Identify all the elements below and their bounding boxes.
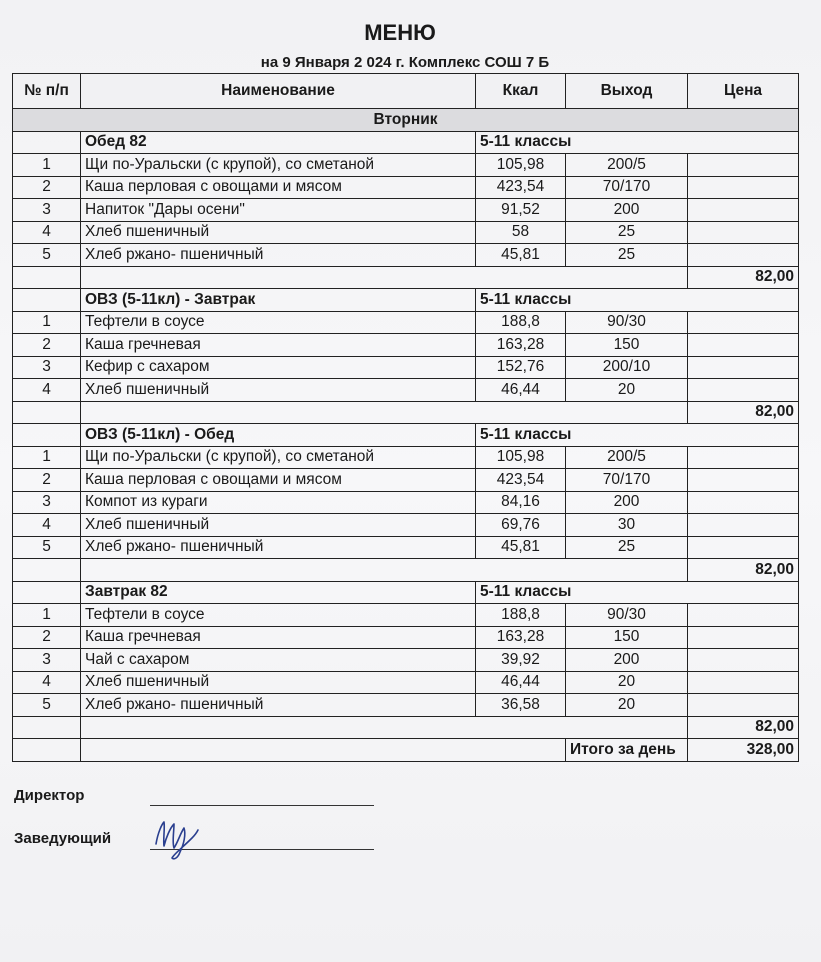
table-row bbox=[13, 514, 799, 537]
section-header-row bbox=[13, 289, 799, 312]
section-number-cell bbox=[13, 289, 81, 312]
day-label: Вторник bbox=[13, 109, 799, 132]
item-kcal: 36,58 bbox=[476, 694, 566, 717]
item-output: 30 bbox=[566, 514, 688, 537]
table-row bbox=[13, 379, 799, 402]
item-price bbox=[688, 469, 799, 492]
item-name: Хлеб пшеничный bbox=[81, 379, 476, 402]
manager-label: Заведующий bbox=[14, 830, 112, 847]
section-price-row bbox=[13, 266, 799, 289]
table-row bbox=[13, 311, 799, 334]
item-output: 200/10 bbox=[566, 356, 688, 379]
item-price bbox=[688, 649, 799, 672]
item-name: Хлеб пшеничный bbox=[81, 514, 476, 537]
item-price bbox=[688, 379, 799, 402]
item-name: Щи по-Уральски (с крупой), со сметаной bbox=[81, 446, 476, 469]
item-name: Чай с сахаром bbox=[81, 649, 476, 672]
item-price bbox=[688, 334, 799, 357]
section-title: Обед 82 bbox=[81, 131, 476, 154]
section-header-row bbox=[13, 581, 799, 604]
table-row bbox=[13, 356, 799, 379]
price-row-blank bbox=[81, 559, 688, 582]
item-kcal: 45,81 bbox=[476, 244, 566, 267]
menu-body bbox=[13, 109, 799, 762]
price-row-blank bbox=[13, 559, 81, 582]
item-output: 200 bbox=[566, 491, 688, 514]
item-number: 3 bbox=[13, 649, 81, 672]
menu-table bbox=[12, 73, 799, 762]
item-name: Каша гречневая bbox=[81, 334, 476, 357]
item-kcal: 58 bbox=[476, 221, 566, 244]
item-name: Хлеб ржано- пшеничный bbox=[81, 244, 476, 267]
table-row bbox=[13, 334, 799, 357]
item-number: 1 bbox=[13, 154, 81, 177]
table-row bbox=[13, 491, 799, 514]
item-name: Компот из кураги bbox=[81, 491, 476, 514]
handwritten-signature bbox=[150, 814, 210, 864]
price-row-blank bbox=[13, 716, 81, 739]
item-name: Хлеб пшеничный bbox=[81, 221, 476, 244]
daily-total-row bbox=[13, 739, 799, 762]
price-row-blank bbox=[81, 266, 688, 289]
section-title: ОВЗ (5-11кл) - Завтрак bbox=[81, 289, 476, 312]
table-row bbox=[13, 446, 799, 469]
item-price bbox=[688, 694, 799, 717]
item-output: 200/5 bbox=[566, 154, 688, 177]
item-number: 4 bbox=[13, 379, 81, 402]
item-kcal: 46,44 bbox=[476, 671, 566, 694]
item-price bbox=[688, 626, 799, 649]
section-title: ОВЗ (5-11кл) - Обед bbox=[81, 424, 476, 447]
item-name: Хлеб ржано- пшеничный bbox=[81, 694, 476, 717]
item-output: 70/170 bbox=[566, 176, 688, 199]
item-price bbox=[688, 244, 799, 267]
item-kcal: 39,92 bbox=[476, 649, 566, 672]
col-name-header: Наименование bbox=[81, 74, 476, 109]
section-header-row bbox=[13, 424, 799, 447]
section-header-row bbox=[13, 131, 799, 154]
item-price bbox=[688, 154, 799, 177]
item-name: Каша перловая с овощами и мясом bbox=[81, 469, 476, 492]
section-group: 5-11 классы bbox=[476, 581, 799, 604]
section-price: 82,00 bbox=[688, 401, 799, 424]
director-label: Директор bbox=[14, 787, 85, 804]
item-price bbox=[688, 536, 799, 559]
item-name: Напиток "Дары осени" bbox=[81, 199, 476, 222]
price-row-blank bbox=[81, 716, 688, 739]
item-output: 20 bbox=[566, 671, 688, 694]
item-number: 4 bbox=[13, 671, 81, 694]
item-price bbox=[688, 491, 799, 514]
item-kcal: 188,8 bbox=[476, 604, 566, 627]
item-number: 4 bbox=[13, 221, 81, 244]
table-row bbox=[13, 604, 799, 627]
table-row bbox=[13, 176, 799, 199]
item-output: 25 bbox=[566, 221, 688, 244]
section-price: 82,00 bbox=[688, 716, 799, 739]
section-number-cell bbox=[13, 131, 81, 154]
item-kcal: 46,44 bbox=[476, 379, 566, 402]
item-price bbox=[688, 311, 799, 334]
item-output: 200 bbox=[566, 199, 688, 222]
item-name: Тефтели в соусе bbox=[81, 311, 476, 334]
section-price-row bbox=[13, 716, 799, 739]
item-output: 20 bbox=[566, 379, 688, 402]
item-kcal: 105,98 bbox=[476, 154, 566, 177]
table-row bbox=[13, 199, 799, 222]
table-row bbox=[13, 154, 799, 177]
item-price bbox=[688, 199, 799, 222]
item-name: Хлеб ржано- пшеничный bbox=[81, 536, 476, 559]
item-kcal: 423,54 bbox=[476, 469, 566, 492]
item-output: 25 bbox=[566, 244, 688, 267]
director-signature-line bbox=[150, 805, 374, 806]
item-price bbox=[688, 514, 799, 537]
table-row bbox=[13, 536, 799, 559]
item-number: 5 bbox=[13, 536, 81, 559]
item-price bbox=[688, 604, 799, 627]
item-name: Каша гречневая bbox=[81, 626, 476, 649]
section-group: 5-11 классы bbox=[476, 424, 799, 447]
item-price bbox=[688, 446, 799, 469]
item-number: 5 bbox=[13, 694, 81, 717]
item-number: 3 bbox=[13, 199, 81, 222]
section-title: Завтрак 82 bbox=[81, 581, 476, 604]
item-name: Каша перловая с овощами и мясом bbox=[81, 176, 476, 199]
item-name: Хлеб пшеничный bbox=[81, 671, 476, 694]
item-number: 1 bbox=[13, 604, 81, 627]
item-number: 2 bbox=[13, 469, 81, 492]
day-row bbox=[13, 109, 799, 132]
table-row bbox=[13, 244, 799, 267]
table-header-row bbox=[13, 74, 799, 109]
item-kcal: 84,16 bbox=[476, 491, 566, 514]
col-price-header: Цена bbox=[688, 74, 799, 109]
item-number: 1 bbox=[13, 311, 81, 334]
section-price: 82,00 bbox=[688, 266, 799, 289]
item-number: 5 bbox=[13, 244, 81, 267]
section-group: 5-11 классы bbox=[476, 131, 799, 154]
item-output: 200 bbox=[566, 649, 688, 672]
item-output: 70/170 bbox=[566, 469, 688, 492]
section-number-cell bbox=[13, 581, 81, 604]
item-price bbox=[688, 356, 799, 379]
price-row-blank bbox=[13, 266, 81, 289]
item-output: 90/30 bbox=[566, 311, 688, 334]
total-row-blank bbox=[13, 739, 81, 762]
item-name: Тефтели в соусе bbox=[81, 604, 476, 627]
col-output-header: Выход bbox=[566, 74, 688, 109]
item-kcal: 423,54 bbox=[476, 176, 566, 199]
item-output: 150 bbox=[566, 334, 688, 357]
table-row bbox=[13, 469, 799, 492]
item-kcal: 163,28 bbox=[476, 626, 566, 649]
item-kcal: 91,52 bbox=[476, 199, 566, 222]
item-number: 2 bbox=[13, 626, 81, 649]
item-number: 2 bbox=[13, 334, 81, 357]
item-output: 150 bbox=[566, 626, 688, 649]
item-output: 20 bbox=[566, 694, 688, 717]
item-output: 200/5 bbox=[566, 446, 688, 469]
col-number-header: № п/п bbox=[13, 74, 81, 109]
item-output: 25 bbox=[566, 536, 688, 559]
section-price-row bbox=[13, 559, 799, 582]
item-kcal: 69,76 bbox=[476, 514, 566, 537]
daily-total-value: 328,00 bbox=[688, 739, 799, 762]
item-name: Щи по-Уральски (с крупой), со сметаной bbox=[81, 154, 476, 177]
table-row bbox=[13, 649, 799, 672]
item-output: 90/30 bbox=[566, 604, 688, 627]
section-price: 82,00 bbox=[688, 559, 799, 582]
table-row bbox=[13, 671, 799, 694]
table-row bbox=[13, 694, 799, 717]
item-price bbox=[688, 176, 799, 199]
item-number: 2 bbox=[13, 176, 81, 199]
col-kcal-header: Ккал bbox=[476, 74, 566, 109]
table-row bbox=[13, 221, 799, 244]
item-name: Кефир с сахаром bbox=[81, 356, 476, 379]
total-row-blank bbox=[81, 739, 566, 762]
item-kcal: 105,98 bbox=[476, 446, 566, 469]
page-title: МЕНЮ bbox=[364, 20, 436, 45]
page-subtitle: на 9 Января 2 024 г. Комплекс СОШ 7 Б bbox=[260, 54, 550, 71]
price-row-blank bbox=[81, 401, 688, 424]
item-kcal: 163,28 bbox=[476, 334, 566, 357]
item-price bbox=[688, 221, 799, 244]
table-row bbox=[13, 626, 799, 649]
item-kcal: 45,81 bbox=[476, 536, 566, 559]
section-price-row bbox=[13, 401, 799, 424]
item-number: 3 bbox=[13, 491, 81, 514]
section-group: 5-11 классы bbox=[476, 289, 799, 312]
item-kcal: 188,8 bbox=[476, 311, 566, 334]
item-number: 4 bbox=[13, 514, 81, 537]
item-number: 3 bbox=[13, 356, 81, 379]
item-price bbox=[688, 671, 799, 694]
item-kcal: 152,76 bbox=[476, 356, 566, 379]
price-row-blank bbox=[13, 401, 81, 424]
section-number-cell bbox=[13, 424, 81, 447]
item-number: 1 bbox=[13, 446, 81, 469]
daily-total-label: Итого за день bbox=[566, 739, 688, 762]
